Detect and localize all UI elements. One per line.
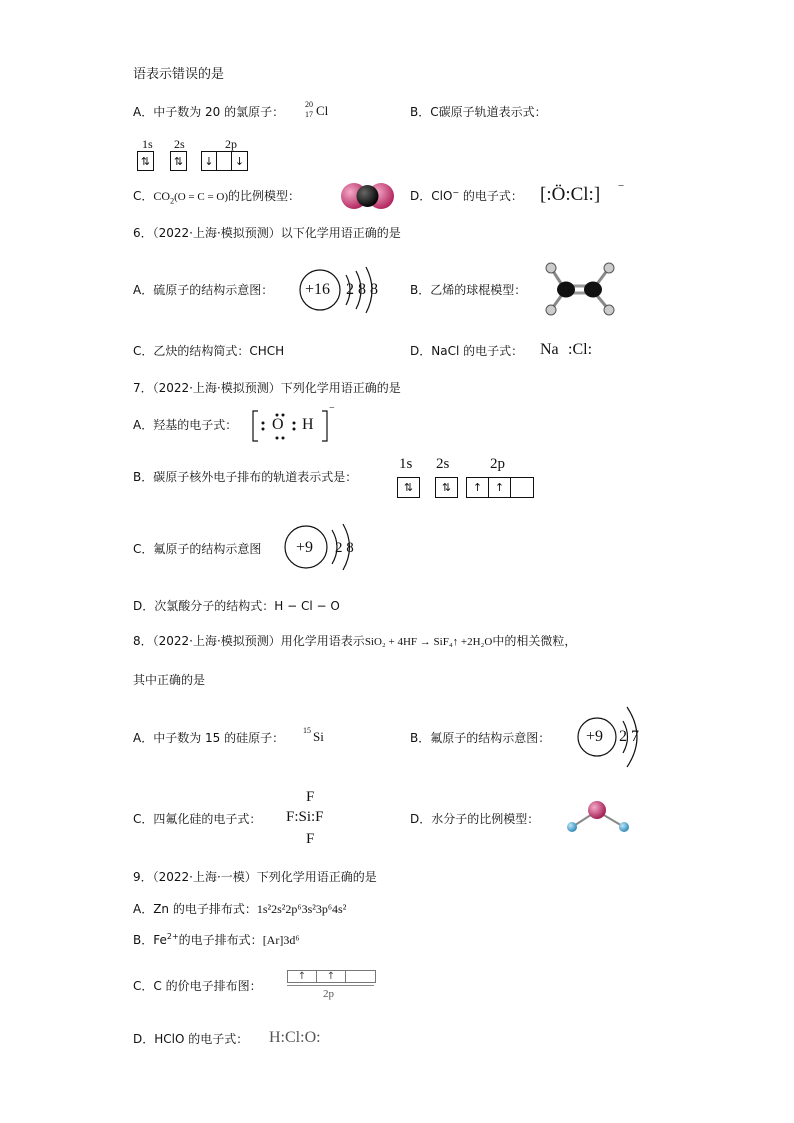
- q5-orb-2s-label: 2s: [174, 137, 185, 151]
- q9-b-sup: 2+: [166, 932, 179, 941]
- q7-orb-2s-box: [435, 477, 458, 498]
- q7-c-nucleus: +9: [296, 539, 314, 556]
- q7-c-label: C．氟原子的结构示意图: [133, 542, 262, 556]
- q5-d-label-post: 的电子式：: [459, 189, 523, 203]
- q8-d-label: D．水分子的比例模型：: [410, 812, 540, 826]
- q5-orb-1s-label: 1s: [142, 137, 153, 151]
- q7-orb-2p-box: [466, 477, 534, 498]
- orbital-cell: ⇅: [441, 481, 452, 494]
- q7-a-charge: −: [329, 403, 335, 414]
- q8-stem-pre: 8．（2022·上海·模拟预测）用化学用语表示: [133, 634, 365, 648]
- q9-c-underline: [287, 985, 374, 986]
- q9-option-a: [133, 903, 346, 915]
- q8-stem-line2: 其中正确的是: [133, 673, 206, 687]
- q9-d-label: D．HClO 的电子式：: [133, 1032, 249, 1046]
- q6-d-label: D．NaCl 的电子式：: [410, 344, 524, 358]
- q8-a-mass: 15: [303, 726, 311, 735]
- q9-b-post: 的电子排布式：: [178, 933, 263, 947]
- q9-d-formula: H:Cl:O:: [269, 1029, 321, 1046]
- q8-b-nucleus: +9: [586, 728, 604, 745]
- orbital-cell: ⇅: [173, 154, 184, 168]
- q6-a-label: A．硫原子的结构示意图：: [133, 283, 274, 297]
- q5-c-co2-sub: 2: [170, 196, 175, 206]
- carbon-atom: [357, 185, 379, 207]
- q6-b-label: B．乙烯的球棍模型：: [410, 283, 527, 297]
- q5-orb-1s-box: [137, 151, 154, 171]
- orbital-cell: [346, 971, 375, 982]
- orbital-cell: ⇅: [140, 154, 151, 168]
- orbital-cell: ↑: [317, 971, 346, 982]
- orbital-cell: ↓: [202, 152, 217, 170]
- q5-a-symbol: Cl: [316, 103, 329, 118]
- q8-b-shells: 2 7: [619, 728, 639, 745]
- q5-c-formula: (O = C = O): [174, 191, 229, 203]
- header-fragment: 语表示错误的是: [133, 67, 225, 82]
- q9-c-orb-label: 2p: [323, 988, 334, 1000]
- q5-a-mass: 20: [305, 100, 313, 109]
- q7-a-h: H: [302, 416, 314, 433]
- q7-c-shells: 2 8: [335, 540, 354, 556]
- q8-c-top: F: [306, 789, 315, 805]
- q9-option-b: [133, 934, 300, 946]
- q8-stem: [133, 635, 576, 648]
- q9-c-orb-box: [287, 970, 376, 983]
- q5-d-label-sup: −: [452, 188, 460, 197]
- hydrogen-atom: [619, 822, 629, 832]
- q7-stem: 7．（2022·上海·模拟预测）下列化学用语正确的是: [133, 381, 401, 395]
- orbital-cell: ↑: [288, 971, 317, 982]
- q5-orb-2p-box: [201, 151, 248, 171]
- water-space-filling-model: [563, 800, 635, 836]
- hydrogen-atom: [567, 822, 577, 832]
- co2-space-filling-model: [340, 178, 396, 214]
- q7-orb-2s-label: 2s: [436, 456, 450, 472]
- q7-b-label: B．碳原子核外电子排布的轨道表示式是：: [133, 470, 358, 484]
- orbital-cell: ↓: [234, 154, 245, 168]
- q6-d-na: Na: [540, 341, 559, 358]
- q5-option-c: [133, 189, 301, 206]
- q9-a-config: 1s²2s²2p⁶3s²3p⁶4s²: [256, 902, 347, 916]
- q9-stem: 9．（2022·上海·一模）下列化学用语正确的是: [133, 870, 377, 884]
- q5-option-d: [410, 190, 523, 202]
- q5-orb-2p-label: 2p: [225, 137, 237, 151]
- oxygen-atom: [588, 801, 606, 819]
- orbital-cell: ↑: [489, 478, 511, 497]
- q8-b-label: B．氟原子的结构示意图：: [410, 731, 551, 745]
- q5-d-label: D．ClO: [410, 189, 453, 203]
- q5-c-post: 的比例模型：: [228, 189, 301, 203]
- q7-orb-1s-label: 1s: [399, 456, 413, 472]
- q6-a-shells: 2 8 8: [346, 281, 378, 298]
- q8-equation: SiO₂ + 4HF → SiF₄↑ +2H₂O: [364, 636, 493, 648]
- orbital-cell: [511, 478, 533, 497]
- q5-a-label: A．中子数为 20 的氯原子：: [133, 105, 285, 119]
- q9-c-label: C．C 的价电子排布图：: [133, 979, 262, 993]
- ethylene-ball-stick-model: [540, 262, 620, 316]
- q9-b-config: [Ar]3d⁶: [262, 933, 300, 947]
- q8-stem-post: 中的相关微粒，: [492, 634, 577, 648]
- q7-orb-1s-box: [397, 477, 420, 498]
- q8-c-mid: F:Si:F: [286, 809, 324, 825]
- q5-c-prefix: C．: [133, 189, 154, 203]
- q8-a-label: A．中子数为 15 的硅原子：: [133, 731, 285, 745]
- orbital-cell: [217, 152, 232, 170]
- hydroxyl-electron-dot-bracket: [252, 410, 332, 442]
- q6-a-nucleus: +16: [305, 281, 331, 298]
- q5-orb-2s-box: [170, 151, 187, 171]
- q5-d-charge: −: [618, 180, 625, 192]
- q6-c-label: C．乙炔的结构简式：CHCH: [133, 344, 285, 358]
- q8-c-label: C．四氟化硅的电子式：: [133, 812, 262, 826]
- q6-d-cl: :Cl:: [568, 341, 593, 358]
- q5-c-co2: CO: [153, 189, 171, 203]
- orbital-cell: ↑: [467, 478, 489, 497]
- q5-a-atomic: 17: [305, 110, 313, 119]
- q8-a-symbol: Si: [313, 729, 324, 744]
- q5-d-formula: [:Ö:Cl:]: [540, 184, 601, 205]
- q9-b-label: B．Fe: [133, 933, 167, 947]
- q7-a-label: A．羟基的电子式：: [133, 418, 238, 432]
- q7-orb-2p-label: 2p: [490, 456, 505, 472]
- q5-option-a: [133, 106, 284, 118]
- q8-c-bottom: F: [306, 831, 315, 847]
- q9-a-label: A．Zn 的电子排布式：: [133, 902, 257, 916]
- orbital-cell: ⇅: [403, 481, 414, 494]
- q7-a-o: O: [272, 416, 284, 433]
- q7-d-label: D．次氯酸分子的结构式：H − Cl − O: [133, 599, 340, 613]
- q5-b-label: B．C碳原子轨道表示式：: [410, 105, 547, 119]
- q6-stem: 6．（2022·上海·模拟预测）以下化学用语正确的是: [133, 226, 401, 240]
